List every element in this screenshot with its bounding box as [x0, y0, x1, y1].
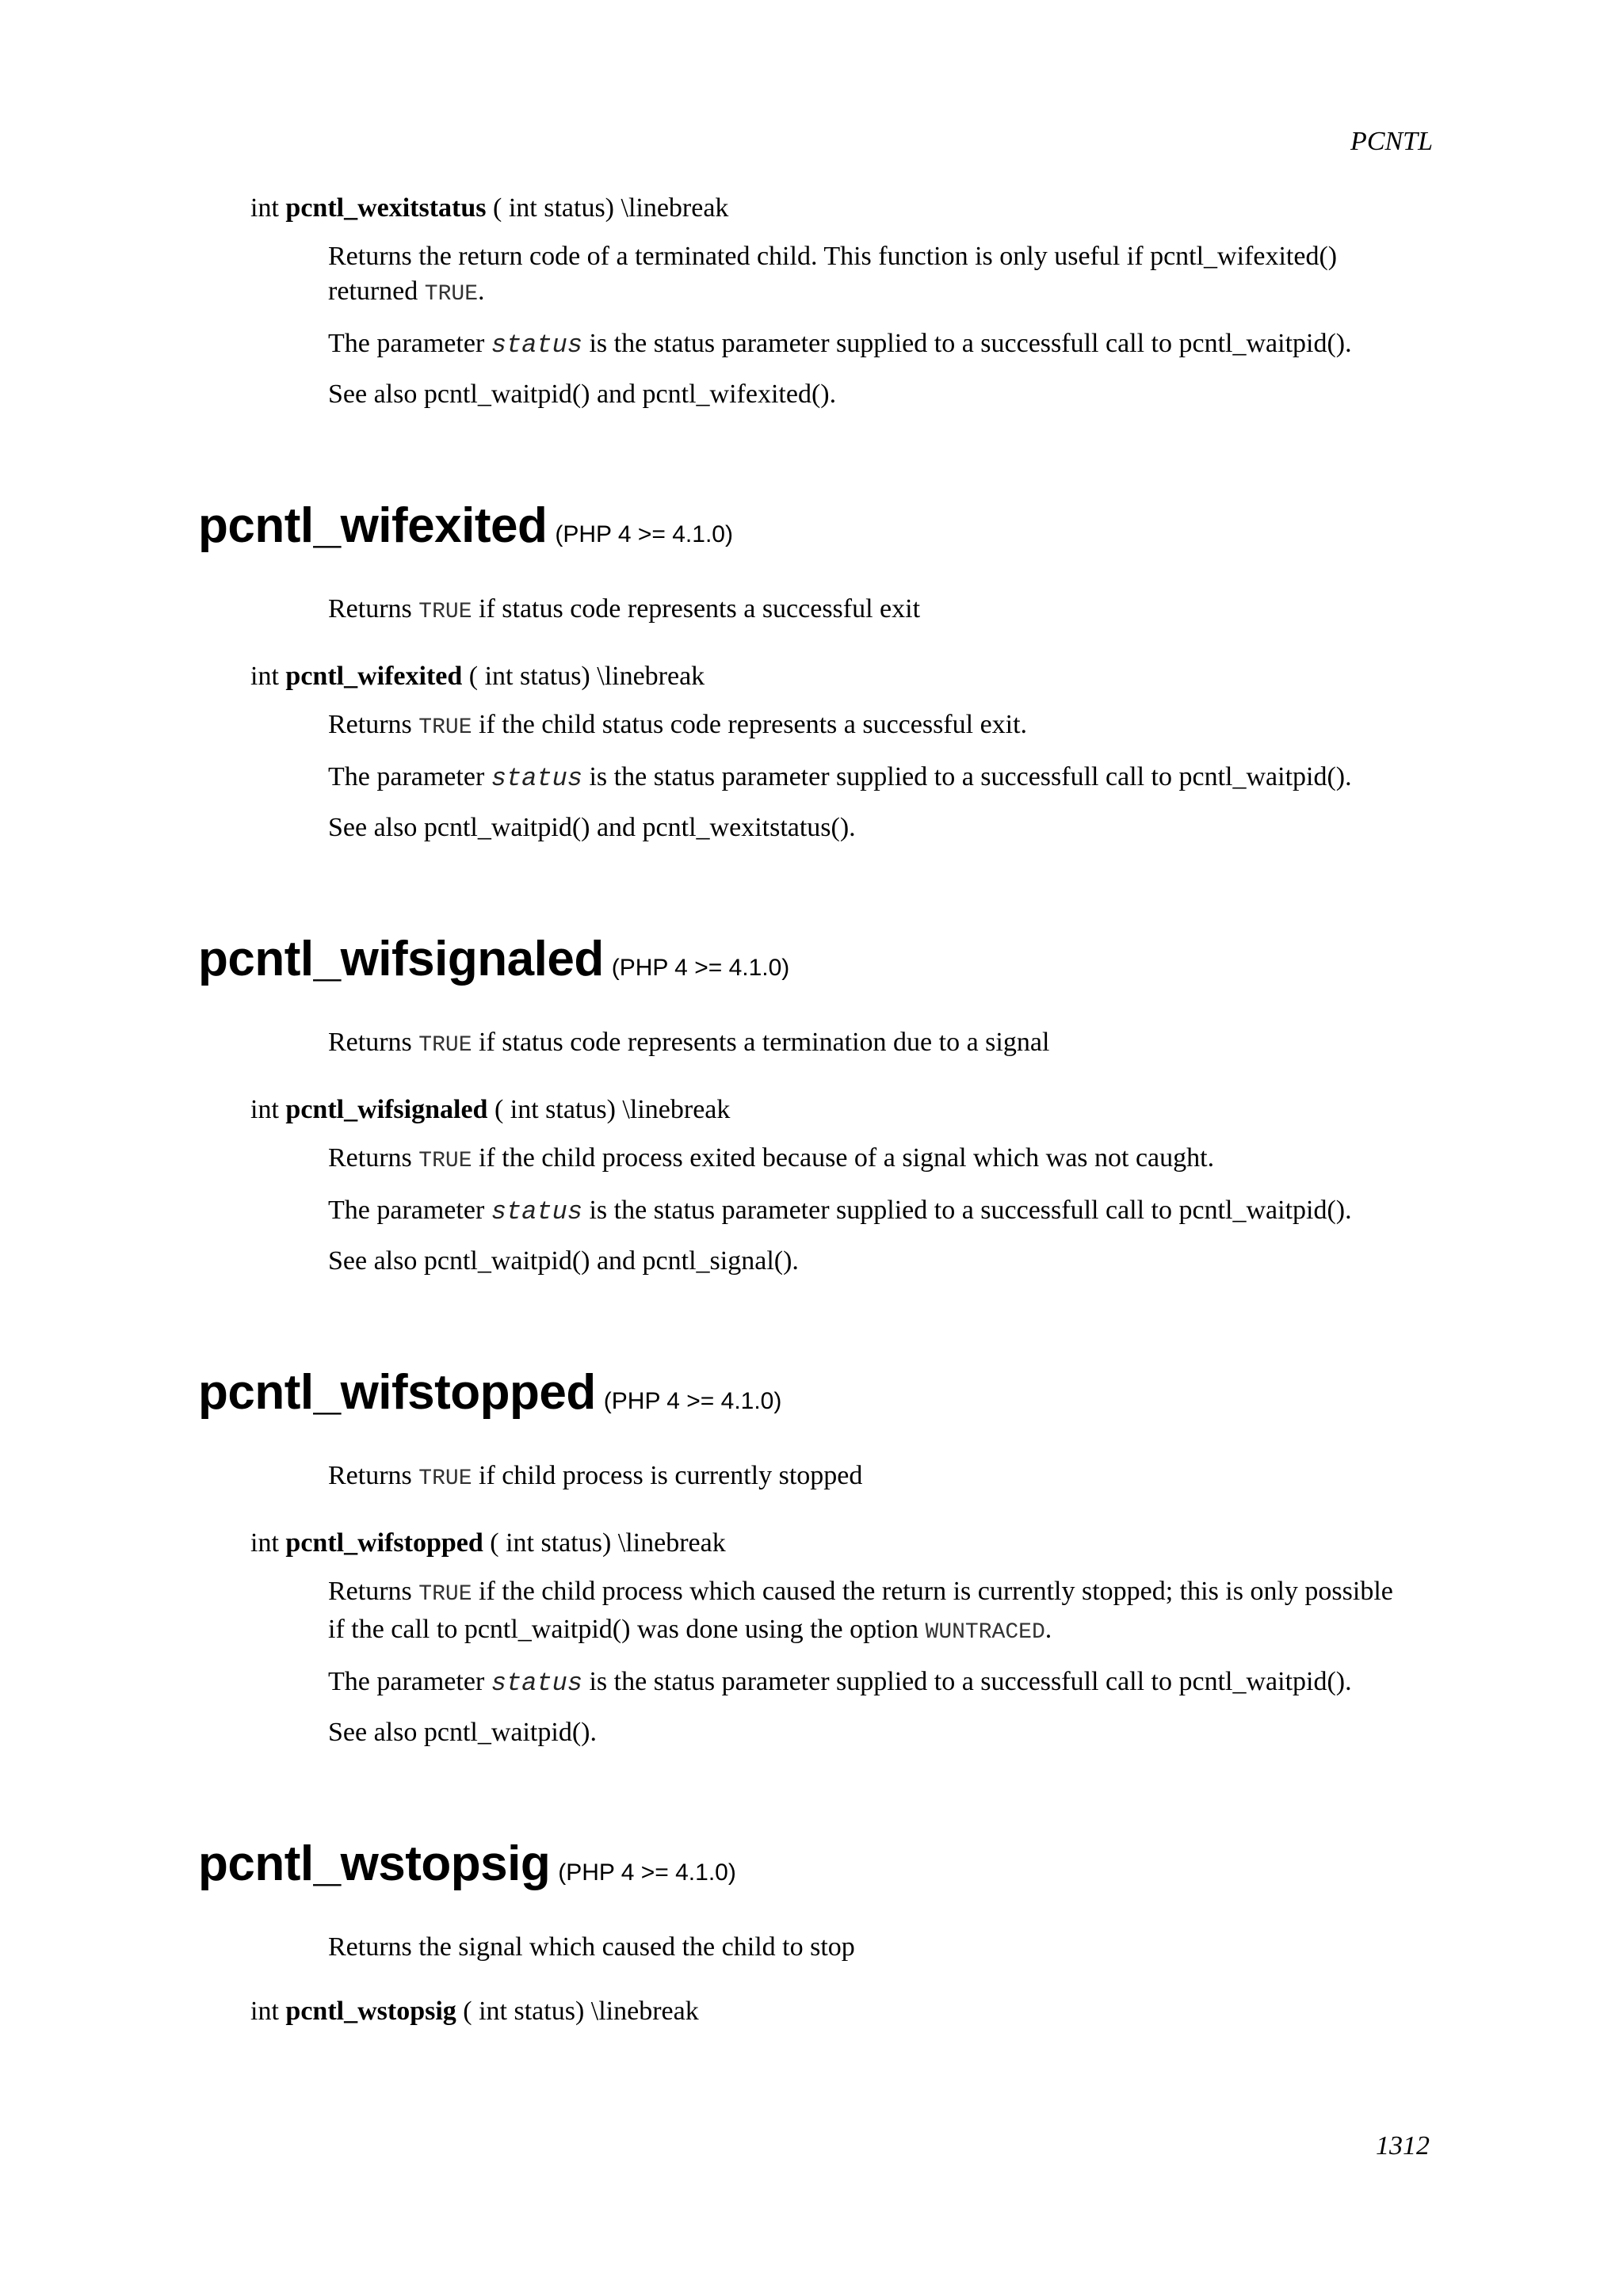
parameter-paragraph: The parameter status is the status parameter supplied to a successfull call to pcntl_waitpid(). — [328, 1196, 1352, 1226]
constant-code: TRUE — [418, 1149, 472, 1173]
return-type: int — [250, 1095, 279, 1124]
entry-heading — [198, 1364, 1434, 1421]
purpose-line: Returns TRUE if status code represents a successful exit — [328, 594, 921, 624]
parameter-name: status — [491, 764, 582, 793]
see-also-paragraph: See also pcntl_waitpid() and pcntl_signal(). — [328, 1246, 799, 1276]
constant-code: TRUE — [424, 282, 478, 307]
description-paragraph: Returns the return code of a terminated child. This function is only useful if pcntl_wifexited() returned TRUE. — [328, 242, 1338, 307]
constant-code: WUNTRACED — [925, 1620, 1045, 1645]
return-type: int — [250, 193, 279, 223]
function-name: pcntl_wexitstatus — [285, 193, 487, 223]
purpose-line: Returns TRUE if child process is currently stopped — [328, 1461, 863, 1491]
signature-args: ( int status) \linebreak — [483, 1528, 726, 1558]
entry-title: pcntl_wifstopped — [198, 1365, 596, 1420]
description-paragraph: Returns TRUE if the child status code represents a successful exit. — [328, 710, 1028, 740]
function-name: pcntl_wifstopped — [285, 1528, 483, 1558]
version-note: (PHP 4 >= 4.1.0) — [555, 521, 733, 547]
version-note: (PHP 4 >= 4.1.0) — [603, 1388, 782, 1414]
purpose-line: Returns TRUE if status code represents a termination due to a signal — [328, 1028, 1050, 1058]
entry-title: pcntl_wstopsig — [198, 1836, 551, 1891]
parameter-paragraph: The parameter status is the status parameter supplied to a successfull call to pcntl_waitpid(). — [328, 762, 1352, 793]
function-name: pcntl_wifexited — [285, 662, 463, 691]
page-number: 1312 — [1376, 2131, 1430, 2161]
entry-heading — [198, 1836, 1434, 1892]
see-also-paragraph: See also pcntl_waitpid() and pcntl_wexitstatus(). — [328, 813, 856, 842]
constant-code: TRUE — [418, 600, 472, 624]
function-signature — [250, 192, 1434, 225]
function-signature — [250, 1093, 1434, 1127]
entry-heading — [198, 498, 1434, 554]
description-paragraph: Returns TRUE if the child process which caused the return is currently stopped; this is only possible if the call to pcntl_waitpid() was done using the option WUNTRACED. — [328, 1577, 1393, 1645]
parameter-paragraph: The parameter status is the status parameter supplied to a successfull call to pcntl_waitpid(). — [328, 329, 1352, 360]
return-type: int — [250, 662, 279, 691]
entry-title: pcntl_wifexited — [198, 498, 548, 553]
parameter-paragraph: The parameter status is the status parameter supplied to a successfull call to pcntl_waitpid(). — [328, 1667, 1352, 1698]
signature-args: ( int status) \linebreak — [456, 1997, 699, 2026]
constant-code: TRUE — [418, 1582, 472, 1607]
function-name: pcntl_wifsignaled — [285, 1095, 488, 1124]
function-name: pcntl_wstopsig — [285, 1997, 456, 2026]
return-type: int — [250, 1997, 279, 2026]
entry-title: pcntl_wifsignaled — [198, 932, 604, 986]
signature-args: ( int status) \linebreak — [487, 1095, 731, 1124]
function-signature — [250, 1995, 1434, 2028]
entry-heading — [198, 931, 1434, 987]
purpose-line: Returns the signal which caused the child to stop — [328, 1932, 855, 1962]
signature-args: ( int status) \linebreak — [462, 662, 705, 691]
version-note: (PHP 4 >= 4.1.0) — [611, 955, 790, 981]
signature-args: ( int status) \linebreak — [486, 193, 729, 223]
version-note: (PHP 4 >= 4.1.0) — [558, 1859, 736, 1886]
parameter-name: status — [491, 1669, 582, 1698]
page-content — [198, 192, 1434, 2042]
constant-code: TRUE — [418, 1466, 472, 1491]
function-signature — [250, 660, 1434, 693]
parameter-name: status — [491, 330, 582, 360]
description-paragraph: Returns TRUE if the child process exited because of a signal which was not caught. — [328, 1143, 1215, 1173]
constant-code: TRUE — [418, 715, 472, 740]
running-header: PCNTL — [1350, 127, 1433, 156]
function-signature — [250, 1527, 1434, 1560]
parameter-name: status — [491, 1197, 582, 1226]
see-also-paragraph: See also pcntl_waitpid(). — [328, 1718, 597, 1747]
see-also-paragraph: See also pcntl_waitpid() and pcntl_wifexited(). — [328, 379, 837, 409]
return-type: int — [250, 1528, 279, 1558]
constant-code: TRUE — [418, 1033, 472, 1058]
